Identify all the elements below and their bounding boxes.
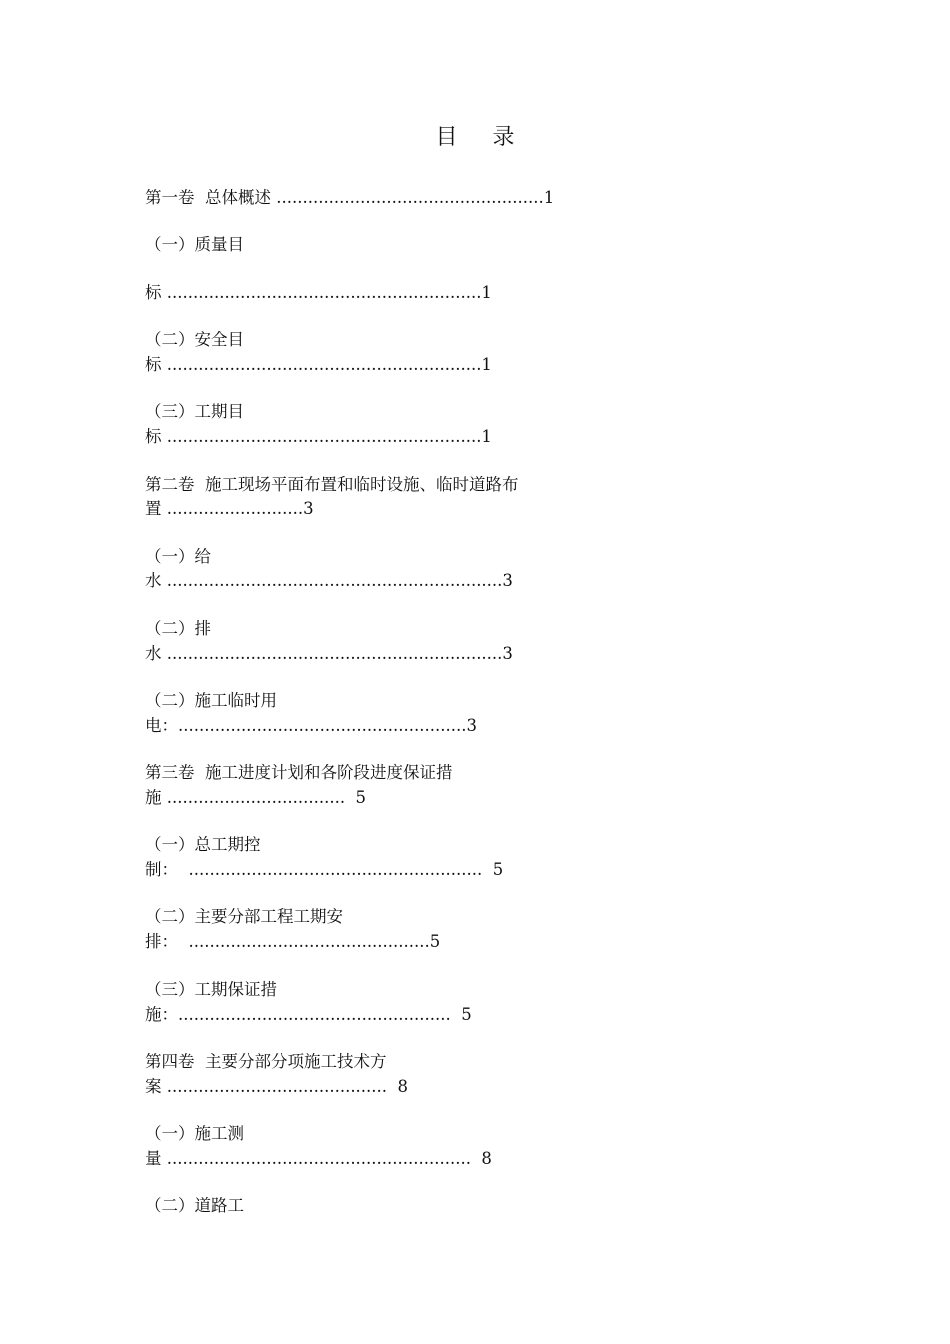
toc-entry-3-3-leader: 施：.................................................... 5 [145,1005,472,1024]
toc-entry-2-3-title: （二）施工临时用 [145,691,277,710]
toc-entry-2-1-leader: 水 ................................................................3 [145,571,513,590]
toc-entry-volume-2-leader: 置 ..........................3 [145,499,314,518]
toc-entry-4-2-title: （二）道路工 [145,1196,244,1215]
toc-entry-3-1-title: （一）总工期控 [145,835,261,854]
toc-entry-volume-1: 第一卷 总体概述 ...................................................1 [145,188,555,207]
toc-entry-3-3-title: （三）工期保证措 [145,980,277,999]
toc-entry-2-2-title: （二）排 [145,619,211,638]
toc-entry-1-3-title: （三）工期目 [145,402,244,421]
toc-entry-volume-4-title: 第四卷 主要分部分项施工技术方 [145,1052,387,1071]
toc-title: 目 录 [435,125,529,150]
toc-entry-1-3-leader: 标 ............................................................1 [145,427,492,446]
toc-entry-3-1-leader: 制： ........................................................ 5 [145,860,504,879]
toc-entry-1-1-title: （一）质量目 [145,235,244,254]
toc-entry-4-1-title: （一）施工测 [145,1124,244,1143]
toc-entry-volume-2-title: 第二卷 施工现场平面布置和临时设施、临时道路布 [145,475,519,494]
toc-entry-volume-4-leader: 案 .......................................... 8 [145,1077,409,1096]
toc-entry-1-1-leader: 标 ............................................................1 [145,283,492,302]
toc-entry-3-2-leader: 排： ..............................................5 [145,932,441,951]
toc-entry-volume-3-leader: 施 .................................. 5 [145,788,367,807]
toc-entry-2-3-leader: 电：.......................................................3 [145,716,477,735]
toc-entry-1-2-title: （二）安全目 [145,330,244,349]
toc-entry-2-1-title: （一）给 [145,547,211,566]
toc-entry-volume-3-title: 第三卷 施工进度计划和各阶段进度保证措 [145,763,453,782]
toc-entry-2-2-leader: 水 ................................................................3 [145,644,513,663]
toc-entry-3-2-title: （二）主要分部工程工期安 [145,907,343,926]
toc-entry-1-2-leader: 标 ............................................................1 [145,355,492,374]
toc-entry-4-1-leader: 量 .......................................................... 8 [145,1149,492,1168]
